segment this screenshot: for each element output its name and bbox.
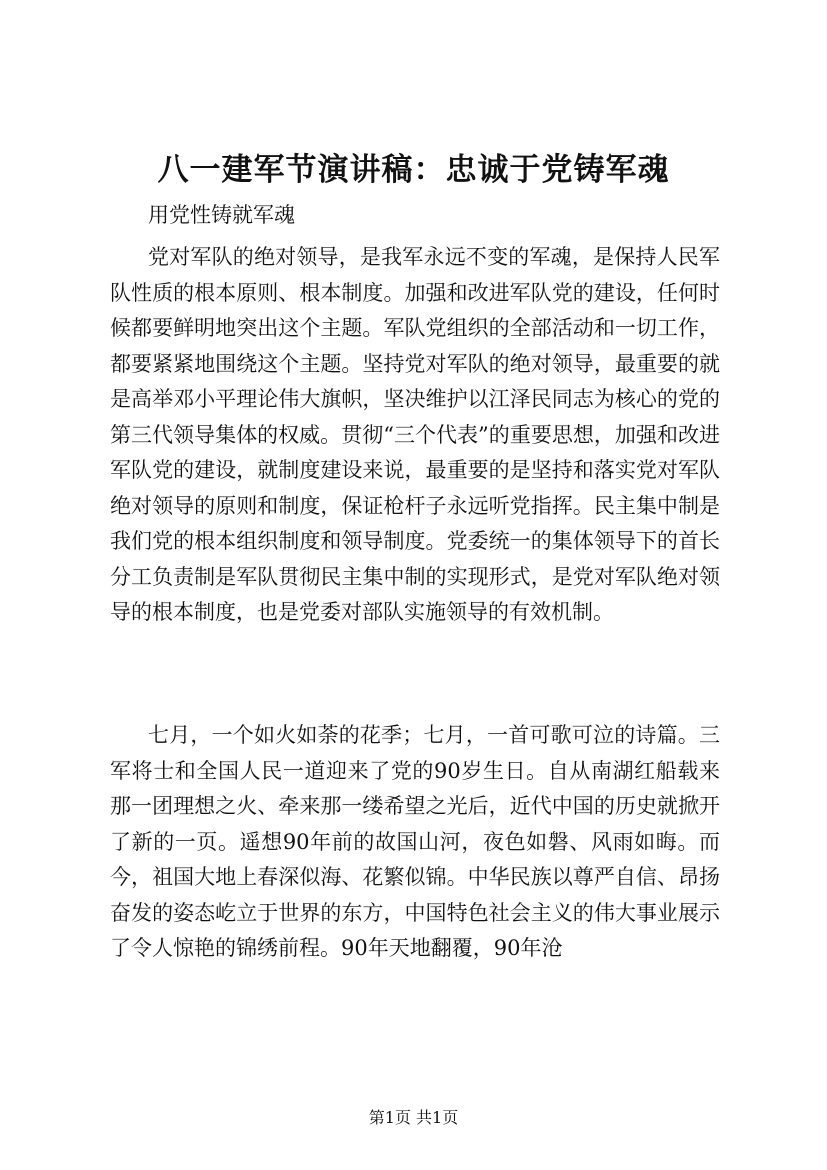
section-subheading: 用党性铸就军魂 xyxy=(148,203,295,227)
body-paragraph-1: 党对军队的绝对领导，是我军永远不变的军魂，是保持人民军队性质的根本原则、根本制度。加强和改进军队党的建设，任何时候都要鲜明地突出这个主题。军队党组织的全部活动和一切工作，都要紧紧地围绕这个主题。坚持党对军队的绝对领导，最重要的就是高举邓小平理论伟大旗帜，坚决维护以江泽民同志为核心的党的第三代领导集体的权威。贯彻“三个代表”的重要思想，加强和改进军队党的建设，就制度建设来说，最重要的是坚持和落实党对军队绝对领导的原则和制度，保证枪杆子永远听党指挥。民主集中制是我们党的根本组织制度和领导制度。党委统一的集体领导下的首长分工负责制是军队贯彻民主集中制的实现形式，是党对军队绝对领导的根本制度，也是党委对部队实施领导的有效机制。 xyxy=(110,245,720,624)
page-footer: 第1页 共1页 xyxy=(368,1108,459,1127)
body-paragraph-2: 七月，一个如火如荼的花季；七月，一首可歌可泣的诗篇。三军将士和全国人民一道迎来了党的90岁生日。自从南湖红船载来那一团理想之火、牵来那一缕希望之光后，近代中国的历史就掀开了新的一页。遥想90年前的故国山河，夜色如磐、风雨如晦。而今，祖国大地上春深似海、花繁似锦。中华民族以尊严自信、昂扬奋发的姿态屹立于世界的东方，中国特色社会主义的伟大事业展示了令人惊艳的锦绣前程。90年天地翻覆，90年沧 xyxy=(110,723,720,960)
page-title: 八一建军节演讲稿：忠诚于党铸军魂 xyxy=(157,152,670,188)
